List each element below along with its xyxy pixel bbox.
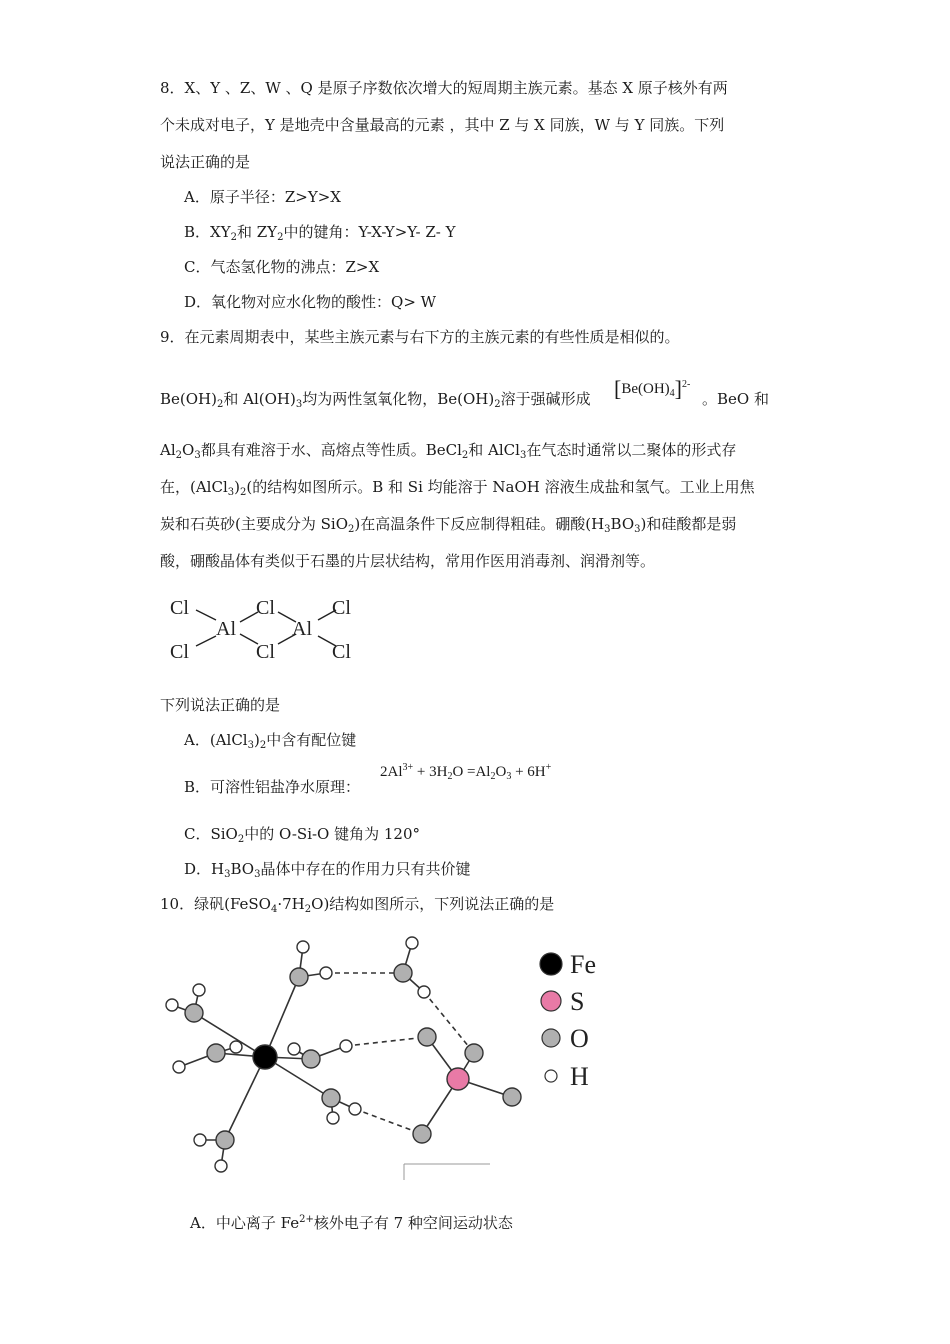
oxygen-atom <box>290 968 308 986</box>
q8-stem-line3: 说法正确的是 <box>160 153 251 171</box>
legend-h-swatch <box>545 1070 557 1082</box>
hydrogen-atom <box>327 1112 339 1124</box>
cl-label: Cl <box>170 597 189 619</box>
oxygen-atom <box>413 1125 431 1143</box>
oxygen-atom <box>216 1131 234 1149</box>
oxygen-atom <box>322 1089 340 1107</box>
hydrogen-atom <box>406 937 418 949</box>
hydrogen-atom <box>340 1040 352 1052</box>
beryllate-ion-formula: $[Be(OH)_4]^{2-}$ <box>614 376 691 401</box>
q9-option-d: D．$H_3BO_3$晶体中存在的作用力只有共价键 <box>184 860 471 880</box>
q9-stem: 9．在元素周期表中，某些主族元素与右下方的主族元素的有些性质是相似的。 <box>160 328 680 346</box>
q9-option-b: B．可溶性铝盐净水原理： <box>184 778 361 796</box>
q8-option-b: B．$XY_2$和 $ZY_2$中的键角：Y-X-Y>Y- Z- Y <box>184 223 456 243</box>
q8-option-a: A．原子半径：Z>Y>X <box>184 188 341 206</box>
legend-s-swatch <box>541 991 561 1011</box>
legend-h-label: H <box>570 1062 589 1091</box>
q9-para-line3: 在，$(AlCl_3)_2$(的结构如图所示。B 和 Si 均能溶于 NaOH 溶液生成盐和氢气。工业上用焦 <box>160 478 755 498</box>
q9-para-line2: $Al_2O_3$都具有难溶于水、高熔点等性质。BeCl$_2$和 AlCl$_3$在气态时通常以二聚体的形式存 <box>160 441 737 461</box>
hydrogen-atom <box>194 1134 206 1146</box>
legend-fe-swatch <box>540 953 562 975</box>
atom-legend <box>540 950 596 1091</box>
q9-para-line4: 炭和石英砂(主要成分为 SiO$_2$)在高温条件下反应制得粗硅。硼酸$(H_3BO_3)$和硅酸都是弱 <box>160 515 737 535</box>
q9-para-line1: $Be(OH)_2$和 $Al(OH)_3$均为两性氢氧化物，$Be(OH)_2$溶于强碱形成 <box>160 390 591 410</box>
al-label: Al <box>292 618 312 640</box>
oxygen-atom <box>302 1050 320 1068</box>
hydrogen-atom <box>297 941 309 953</box>
hydrolysis-equation: $2Al^{3+} + 3H_2O =Al_2O_3 + 6H^+$ <box>380 762 552 782</box>
q8-stem-line1: 8．X、Y 、Z、W 、Q 是原子序数依次增大的短周期主族元素。基态 X 原子核外有两 <box>160 79 728 97</box>
cl-label: Cl <box>256 597 275 619</box>
q9-question: 下列说法正确的是 <box>160 696 281 714</box>
hydrogen-atom <box>349 1103 361 1115</box>
hydrogen-atom <box>230 1041 242 1053</box>
legend-o-swatch <box>542 1029 560 1047</box>
cl-label: Cl <box>332 597 351 619</box>
q8-stem-line2: 个未成对电子，Y 是地壳中含量最高的元素 ，其中 Z 与 X 同族，W 与 Y 同族。下列 <box>160 116 725 134</box>
q10-option-a: A．中心离子 $Fe^{2+}$核外电子有 7 种空间运动状态 <box>190 1214 513 1232</box>
cl-label: Cl <box>256 641 275 663</box>
oxygen-atom <box>207 1044 225 1062</box>
cl-label: Cl <box>170 641 189 663</box>
q9-option-a: A．$(AlCl_3)_2$中含有配位键 <box>184 731 357 751</box>
oxygen-atom <box>185 1004 203 1022</box>
q8-option-d: D．氧化物对应水化物的酸性：Q> W <box>184 293 437 311</box>
q9-para-line1-end: 。BeO 和 <box>702 390 769 408</box>
hydrogen-atom <box>418 986 430 998</box>
oxygen-atom <box>394 964 412 982</box>
oxygen-atom <box>503 1088 521 1106</box>
legend-o-label: O <box>570 1024 589 1053</box>
iron-atom <box>253 1045 277 1069</box>
hydrogen-atom <box>166 999 178 1011</box>
oxygen-atom <box>418 1028 436 1046</box>
hydrogen-atom <box>173 1061 185 1073</box>
legend-s-label: S <box>570 987 585 1016</box>
hydrogen-atom <box>288 1043 300 1055</box>
hydrogen-atom <box>215 1160 227 1172</box>
cl-label: Cl <box>332 641 351 663</box>
q8-option-c: C．气态氢化物的沸点：Z>X <box>184 258 380 276</box>
hydrogen-atom <box>193 984 205 996</box>
al2cl6-structure-diagram <box>160 588 370 668</box>
legend-fe-label: Fe <box>570 950 596 979</box>
green-vitriol-structure-diagram <box>150 930 620 1185</box>
hydrogen-atom <box>320 967 332 979</box>
oxygen-atom <box>465 1044 483 1062</box>
al-label: Al <box>216 618 236 640</box>
q9-option-c: C．SiO$_2$中的 O-Si-O 键角为 120° <box>184 825 421 845</box>
sulfur-atom <box>447 1068 469 1090</box>
q9-para-line5: 酸，硼酸晶体有类似于石墨的片层状结构，常用作医用消毒剂、润滑剂等。 <box>160 552 656 570</box>
q10-stem: 10．绿矾$(FeSO_4\cdot 7H_2O)$结构如图所示，下列说法正确的是 <box>160 895 555 915</box>
